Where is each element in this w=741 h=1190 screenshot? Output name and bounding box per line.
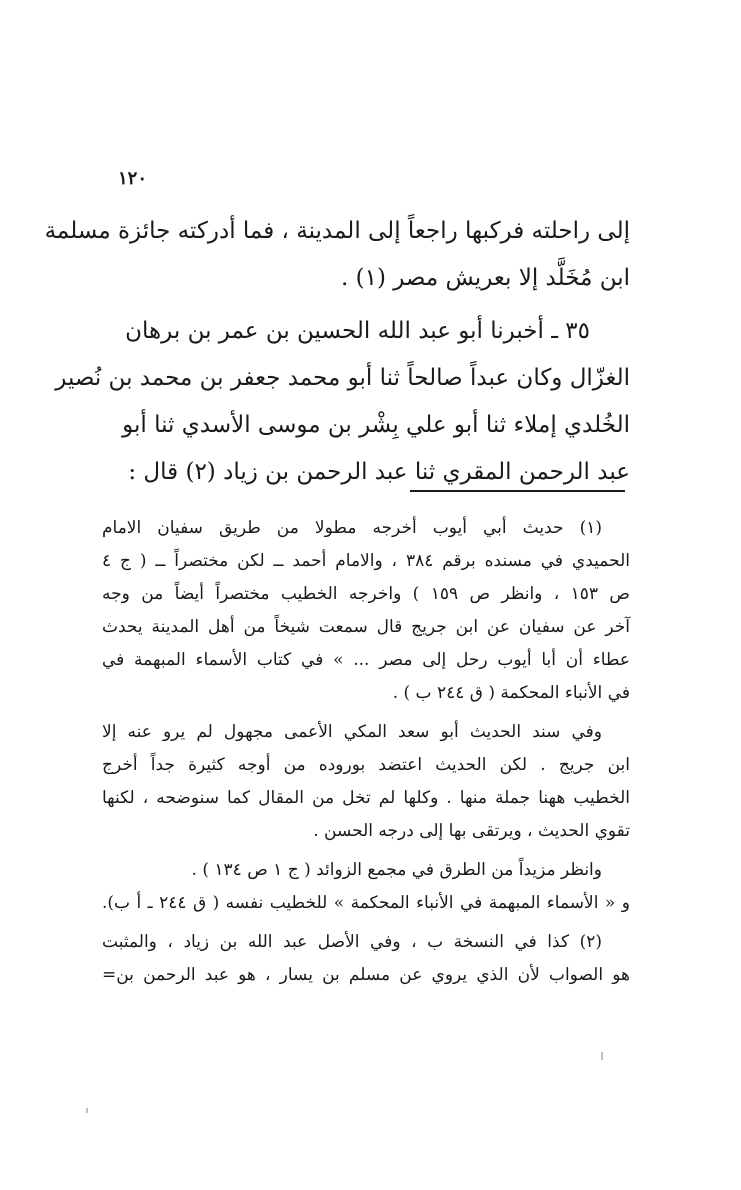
- footnote-line: ابن جريج . لكن الحديث اعتضد بوروده من أوجه كثيرة جداً أخرج: [102, 755, 630, 775]
- footnote-line: و « الأسماء المبهمة في الأنباء المحكمة » للخطيب نفسه ( ق ٢٤٤ ـ أ ب).: [102, 893, 630, 913]
- scan-mark: [86, 1108, 88, 1113]
- main-line: عبد الرحمن المقري ثنا عبد الرحمن بن زياد (٢) قال :: [128, 459, 630, 485]
- footnote-1-references: [102, 854, 630, 920]
- footnote-line: في الأنباء المحكمة ( ق ٢٤٤ ب ) .: [392, 683, 630, 703]
- footnote-1-continuation: [102, 716, 630, 848]
- footnote-2: [102, 926, 630, 992]
- footnote-separator-rule: [410, 490, 625, 492]
- footnote-line: وفي سند الحديث أبو سعد المكي الأعمى مجهول لم يرو عنه إلا: [102, 722, 602, 742]
- footnotes: [102, 512, 630, 992]
- main-paragraph-2: [55, 308, 630, 496]
- main-text: [44, 208, 630, 496]
- footnote-line: آخر عن سفيان عن ابن جريج قال سمعت شيخاً من أهل المدينة يحدث: [102, 617, 630, 637]
- footnote-line: عطاء أن أبا أيوب رحل إلى مصر ... » في كتاب الأسماء المبهمة في: [102, 650, 630, 670]
- main-line: ٣٥ ـ أخبرنا أبو عبد الله الحسين بن عمر بن برهان: [125, 318, 590, 344]
- footnote-line: (٢) كذا في النسخة ب ، وفي الأصل عبد الله بن زياد ، والمثبت: [102, 932, 602, 952]
- main-line: ابن مُخَلَّد إلا بعريش مصر (١) .: [340, 265, 630, 291]
- main-line: إلى راحلته فركبها راجعاً إلى المدينة ، فما أدركته جائزة مسلمة: [44, 218, 630, 244]
- main-paragraph-1: [44, 208, 630, 302]
- footnote-line: الخطيب ههنا جملة منها . وكلها لم تخل من المقال كما سنوضحه ، لكنها: [102, 788, 630, 808]
- main-line: الخُلدي إملاء ثنا أبو علي بِشْر بن موسى الأسدي ثنا أبو: [122, 412, 630, 438]
- footnote-line: الحميدي في مسنده برقم ٣٨٤ ، والامام أحمد ــ لكن مختصراً ــ ( ج ٤: [102, 551, 630, 571]
- footnote-line: وانظر مزيداً من الطرق في مجمع الزوائد ( ج ١ ص ١٣٤ ) .: [191, 860, 602, 880]
- footnote-line: هو الصواب لأن الذي يروي عن مسلم بن يسار ، هو عبد الرحمن بن=: [102, 965, 630, 985]
- footnote-1: [102, 512, 630, 710]
- footnote-line: (١) حديث أبي أيوب أخرجه مطولا من طريق سفيان الامام: [102, 518, 602, 538]
- footnote-line: ص ١٥٣ ، وانظر ص ١٥٩ ) واخرجه الخطيب مختصراً أيضاً من وجه: [102, 584, 630, 604]
- main-line: الغزّال وكان عبداً صالحاً ثنا أبو محمد جعفر بن محمد بن نُصير: [55, 365, 630, 391]
- scan-mark: [601, 1052, 603, 1060]
- footnote-line: تقوي الحديث ، ويرتقى بها إلى درجه الحسن .: [313, 821, 630, 841]
- page-number: ١٢٠: [118, 168, 148, 189]
